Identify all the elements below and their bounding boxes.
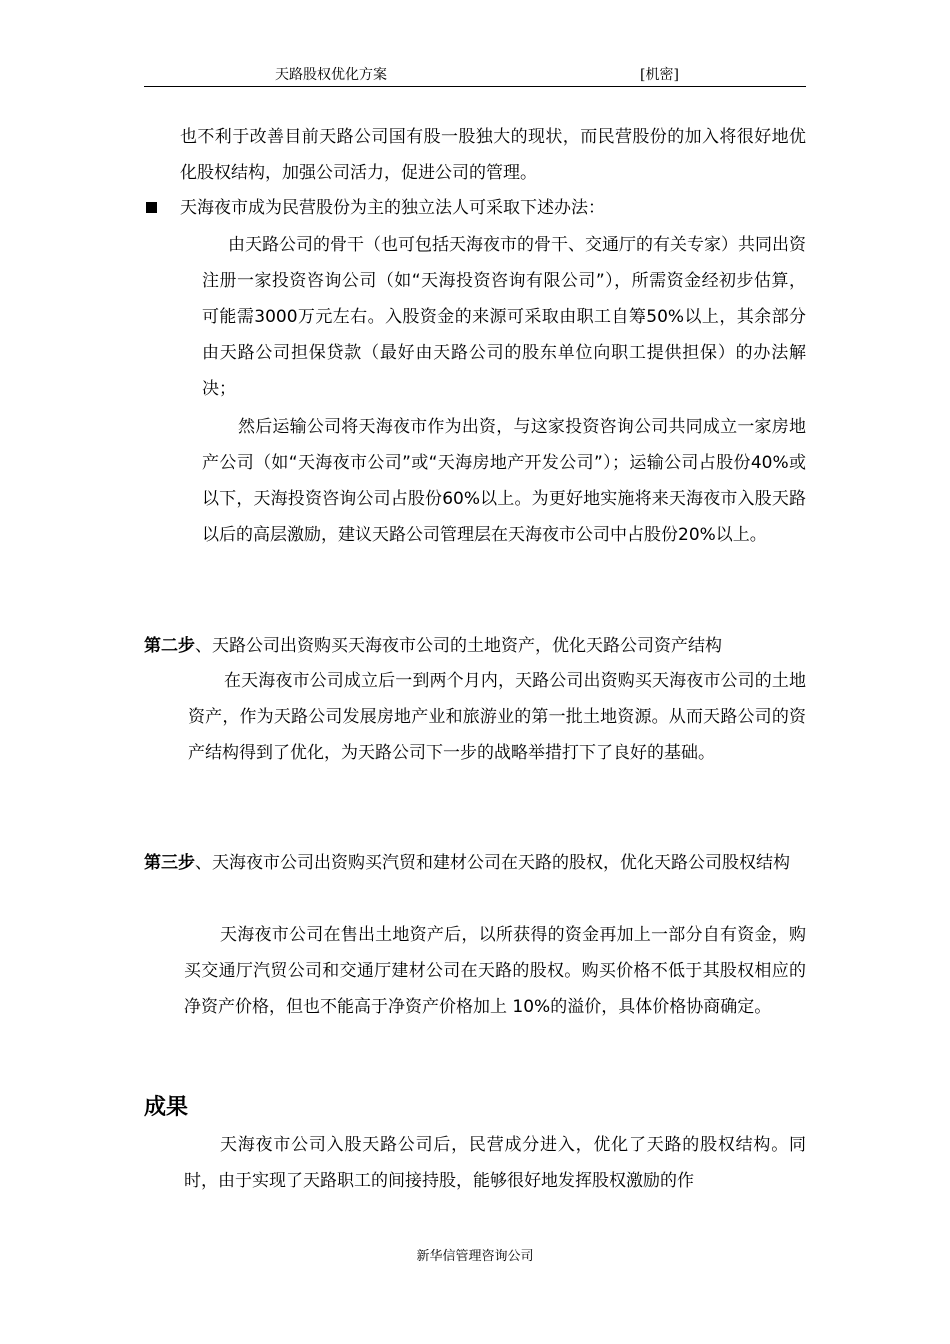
step3-heading — [144, 845, 808, 881]
step2-label: 第二步 — [144, 636, 195, 656]
method-paragraph-2: 然后运输公司将天海夜市作为出资，与这家投资咨询公司共同成立一家房地产公司（如“天海夜市公司”或“天海房地产开发公司”）；运输公司占股份40%或以下，天海投资咨询公司占股份60%以上。为更好地实施将来天海夜市入股天路以后的高层激励，建议天路公司管理层在天海夜市公司中占股份20%以上。 — [202, 417, 806, 545]
step3-body: 天海夜市公司在售出土地资产后，以所获得的资金再加上一部分自有资金，购买交通厅汽贸公司和交通厅建材公司在天路的股权。购买价格不低于其股权相应的净资产价格，但也不能高于净资产价格加上 10%的溢价，具体价格协商确定。 — [184, 925, 806, 1017]
bullet-text: 天海夜市成为民营股份为主的独立法人可采取下述办法： — [180, 198, 605, 218]
step2-title: 、天路公司出资购买天海夜市公司的土地资产，优化天路公司资产结构 — [195, 636, 722, 656]
header-title: 天路股权优化方案 — [275, 67, 387, 83]
result-heading: 成果 — [144, 1095, 189, 1120]
result-body: 天海夜市公司入股天路公司后，民营成分进入，优化了天路的股权结构。同时，由于实现了天路职工的间接持股，能够很好地发挥股权激励的作 — [184, 1135, 806, 1191]
square-bullet-icon — [146, 202, 157, 213]
step3-label: 第三步 — [144, 853, 195, 873]
method-paragraph-1: 由天路公司的骨干（也可包括天海夜市的骨干、交通厅的有关专家）共同出资注册一家投资咨询公司（如“天海投资咨询有限公司”），所需资金经初步估算，可能需3000万元左右。入股资金的来源可采取由职工自筹50%以上，其余部分由天路公司担保贷款（最好由天路公司的股东单位向职工提供担保）的办法解决； — [202, 235, 806, 399]
footer-company: 新华信管理咨询公司 — [416, 1249, 534, 1264]
step3-title: 、天海夜市公司出资购买汽贸和建材公司在天路的股权，优化天路公司股权结构 — [195, 853, 790, 873]
header-divider — [144, 86, 806, 87]
header-classification: [机密] — [640, 67, 679, 83]
step2-heading — [144, 628, 808, 664]
step2-body: 在天海夜市公司成立后一到两个月内，天路公司出资购买天海夜市公司的土地资产，作为天路公司发展房地产业和旅游业的第一批土地资源。从而天路公司的资产结构得到了优化，为天路公司下一步的战略举措打下了良好的基础。 — [188, 671, 806, 763]
intro-continuation: 也不利于改善目前天路公司国有股一股独大的现状，而民营股份的加入将很好地优化股权结构，加强公司活力，促进公司的管理。 — [180, 127, 806, 183]
